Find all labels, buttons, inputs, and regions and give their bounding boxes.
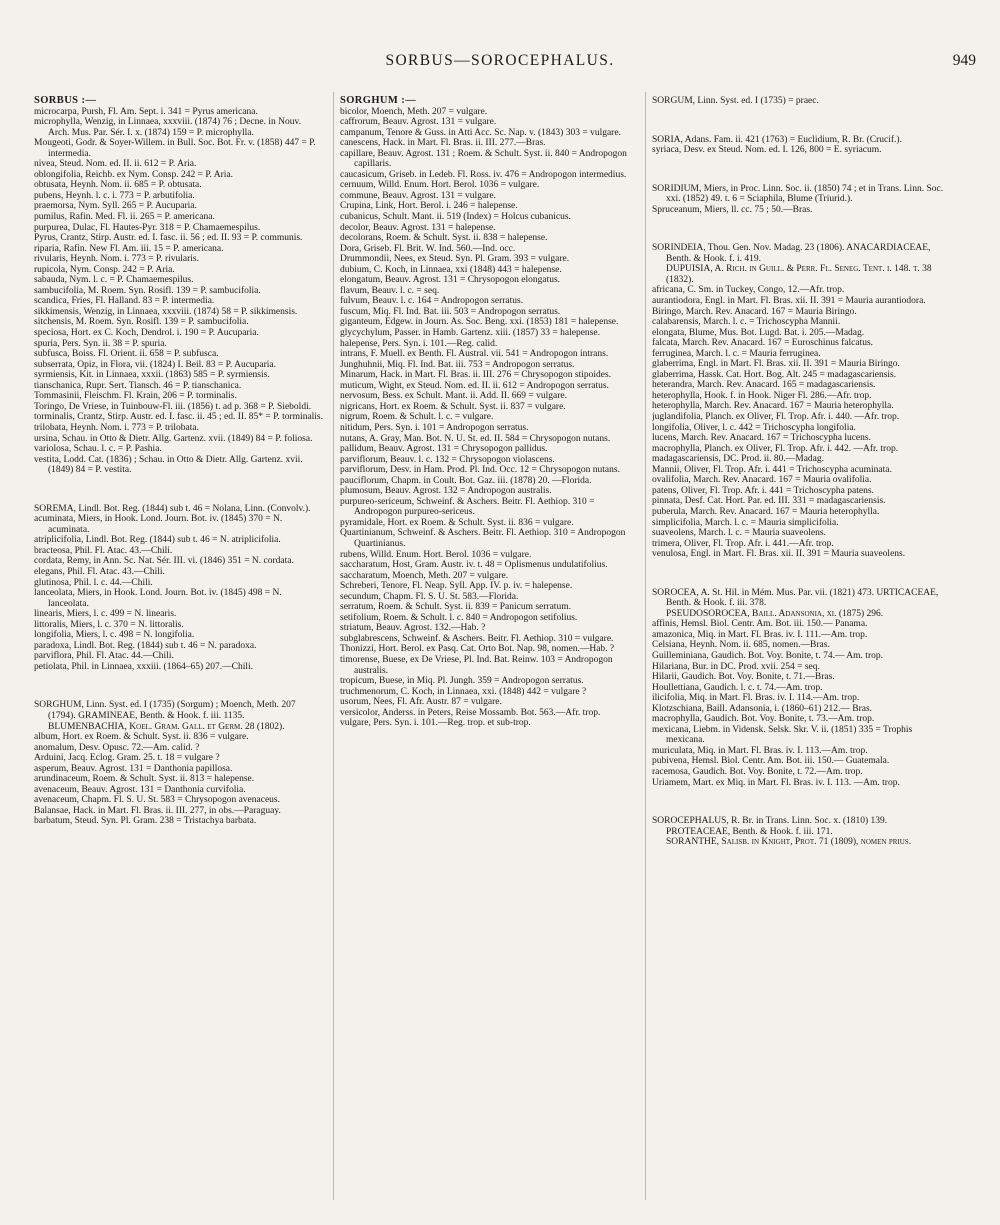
entry-line: SORIDIUM, Miers, in Proc. Linn. Soc. ii. (1850) 74 ; et in Trans. Linn. Soc. xxi. (1852) 49. t. 6 = Sciaphila, Blume (Triurid.). <box>652 183 944 205</box>
entry-line: heterophylla, March. Rev. Anacard. 167 = Mauria heterophylla. <box>652 401 894 412</box>
entry-line: avenaceum, Chapm. Fl. S. U. St. 583 = Chrysopogon avenaceus. <box>34 795 280 806</box>
entry-line: tropicum, Buese, in Miq. Pl. Jungh. 359 = Andropogon serratus. <box>340 676 584 687</box>
entry-line: sambucifolia, M. Roem. Syn. Rosifl. 139 = P. sambucifolia. <box>34 285 261 296</box>
entry-line: fuscum, Miq. Fl. Ind. Bat. iii. 503 = Andropogon serratus. <box>340 306 561 317</box>
entry-line: fulvum, Beauv. l. c. 164 = Andropogon serratus. <box>340 296 524 307</box>
entry-line: acuminata, Miers, in Hook. Lond. Journ. Bot. iv. (1845) 370 = N. acuminata. <box>34 514 283 535</box>
entry-line: torminalis, Crantz, Stirp. Austr. ed. I. fasc. ii. 45 ; ed. II. 85* = P. torminalis. <box>34 412 324 423</box>
entry-line: PSEUDOSOROCEA, Baill. Adansonia, xi. (1875) 296. <box>666 608 884 619</box>
entry-line: SOREMA, Lindl. Bot. Reg. (1844) sub t. 46 = Nolana, Linn. (Convolv.). <box>34 503 311 514</box>
entry-line: falcata, March. Rev. Anacard. 167 = Euroschinus falcatus. <box>652 338 874 349</box>
entry-line: nutans, A. Gray, Man. Bot. N. U. St. ed. II. 584 = Chrysopogon nutans. <box>340 433 611 444</box>
entry-line: africana, C. Sm. in Tuckey, Congo, 12.—Afr. trop. <box>652 285 845 296</box>
entry-line: lanceolata, Miers, in Hook. Lond. Journ. Bot. iv. (1845) 498 = N. lanceolata. <box>34 588 282 609</box>
entry-line: vulgare, Pers. Syn. i. 101.—Reg. trop. et sub-trop. <box>340 718 531 729</box>
column-divider-2 <box>645 92 646 1200</box>
column-middle <box>340 96 636 1206</box>
entry-line: riparia, Rafin. New Fl. Am. iii. 15 = P. americana. <box>34 243 224 254</box>
entry-line: arundinaceum, Roem. & Schult. Syst. ii. 813 = halepense. <box>34 774 255 785</box>
entry-line: macrophylla, Planch. ex Oliver, Fl. Trop. Afr. i. 442. —Afr. trop. <box>652 443 899 454</box>
entry-line: elegans, Phil. Fl. Atac. 43.—Chili. <box>34 566 165 577</box>
entry-line: ilicifolia, Miq. in Mart. Fl. Bras. iv. I. 114.—Am. trop. <box>652 693 860 704</box>
entry-line: speciosa, Hort. ex C. Koch, Dendrol. i. 190 = P. Aucuparia. <box>34 328 259 339</box>
entry-line: purpureo-sericeum, Schweinf. & Aschers. Beitr. Fl. Aethiop. 310 = Andropogon purpureo-sericeus. <box>340 496 595 518</box>
entry-line: Toringo, De Vriese, in Tuinbouw-Fl. iii. (1856) t. ad p. 368 = P. Sieboldi. <box>34 401 312 412</box>
entry-line: ovalifolia, March. Rev. Anacard. 167 = Mauria ovalifolia. <box>652 475 872 486</box>
entry-line: Houllettiana, Gaudich. l. c. t. 74.—Am. trop. <box>652 682 823 693</box>
entry-line: ursina, Schau. in Otto & Dietr. Allg. Gartenz. xvii. (1849) 84 = P. foliosa. <box>34 433 313 444</box>
entry-line: capillare, Beauv. Agrost. 131 ; Roem. & Schult. Syst. ii. 840 = Andropogon capillaris. <box>340 148 627 170</box>
entry-gap <box>652 569 952 578</box>
entry-line: Arduini, Jacq. Eclog. Gram. 25. t. 18 = vulgare ? <box>34 753 220 764</box>
entry-line: mexicana, Liebm. in Vidensk. Selsk. Skr. V. ii. (1851) 335 = Trophis mexicana. <box>652 724 913 746</box>
entry-line: simplicifolia, March. l. c. = Mauria simplicifolia. <box>652 517 839 528</box>
entry-line: microcarpa, Pursh, Fl. Am. Sept. i. 341 = Pyrus americana. <box>34 106 258 117</box>
entry-line: SOROCEPHALUS, R. Br. in Trans. Linn. Soc. x. (1810) 139. PROTEACEAE, Benth. & Hook. f. iii. 171. <box>652 816 888 837</box>
entry-line: atriplicifolia, Lindl. Bot. Reg. (1844) sub t. 46 = N. atriplicifolia. <box>34 535 281 546</box>
entry-line: madagascariensis, DC. Prod. ii. 80.—Madag. <box>652 454 825 465</box>
entry-line: truchmenorum, C. Koch, in Linnaea, xxi. (1848) 442 = vulgare ? <box>340 686 587 697</box>
entry-line: DUPUISIA, A. Rich. in Guill. & Perr. Fl. Seneg. Tent. i. 148. t. 38 (1832). <box>666 264 932 285</box>
genus-heading: SORGHUM :— <box>340 96 417 106</box>
entry-line: oblongifolia, Reichb. ex Nym. Consp. 242 = P. Aria. <box>34 169 234 180</box>
entry-line: spuria, Pers. Syn. ii. 38 = P. spuria. <box>34 338 167 349</box>
entry-line: scandica, Fries, Fl. Halland. 83 = P. intermedia. <box>34 296 215 307</box>
entry-line: obtusata, Heynh. Nom. ii. 685 = P. obtusata. <box>34 180 202 191</box>
entry-line: glaberrima, Engl. in Mart. Fl. Bras. xii. II. 391 = Mauria Biringo. <box>652 359 900 370</box>
entry-line: serratum, Roem. & Schult. Syst. ii. 839 = Panicum serratum. <box>340 602 571 613</box>
entry-line: SORGHUM, Linn. Syst. ed. I (1735) (Sorgum) ; Moench, Meth. 207 (1794). GRAMINEAE, Benth. & Hook. f. iii. 1135. <box>34 700 296 721</box>
entry-line: decolor, Beauv. Agrost. 131 = halepense. <box>340 222 496 233</box>
entry-line: Dora, Griseb. Fl. Brit. W. Ind. 560.—Ind. occ. <box>340 243 516 254</box>
entry-line: microphylla, Wenzig, in Linnaea, xxxviii. (1874) 76 ; Decne. in Nouv. Arch. Mus. Par. Sér. I. x. (1874) 159 = P. microphylla. <box>34 117 302 138</box>
entry-line: Junghuhnii, Miq. Fl. Ind. Bat. iii. 753 = Andropogon serratus. <box>340 359 575 370</box>
entry-gap <box>652 165 952 174</box>
entry-line: ferruginea, March. l. c. = Mauria ferruginea. <box>652 348 821 359</box>
entry-line: praemorsa, Nym. Syll. 265 = P. Aucuparia. <box>34 201 197 212</box>
column-right <box>652 96 952 1206</box>
entry-line: pauciflorum, Chapm. in Coult. Bot. Gaz. iii. (1878) 20. —Florida. <box>340 475 592 486</box>
entry-line: rivularis, Heynh. Nom. i. 773 = P. rivularis. <box>34 254 199 265</box>
column-divider-1 <box>333 92 334 1200</box>
entry-line: BLUMENBACHIA, Koel. Gram. Gall. et Germ. 28 (1802). <box>48 721 285 732</box>
entry-line: Crupina, Link, Hort. Berol. i. 246 = halepense. <box>340 201 518 212</box>
entry-line: campanum, Tenore & Guss. in Atti Acc. Sc. Nap. v. (1843) 303 = vulgare. <box>340 127 621 138</box>
entry-line: amazonica, Miq. in Mart. Fl. Bras. iv. I. 111.—Am. trop. <box>652 629 868 640</box>
entry-gap <box>652 225 952 234</box>
entry-line: sabauda, Nym. l. c. = P. Chamaemespilus. <box>34 275 194 286</box>
entry-line: secundum, Chapm. Fl. S. U. St. 583.—Florida. <box>340 591 519 602</box>
entry-line: striatum, Beauv. Agrost. 132.—Hab. ? <box>340 623 486 634</box>
entry-line: pubivena, Hemsl. Biol. Centr. Am. Bot. iii. 150.— Guatemala. <box>652 756 890 767</box>
entry-line: glaberrima, Hassk. Cat. Hort. Bog. Alt. 245 = madagascariensis. <box>652 369 897 380</box>
entry-line: purpurea, Dulac, Fl. Hautes-Pyr. 318 = P. Chamaemespilus. <box>34 222 261 233</box>
entry-line: asperum, Beauv. Agrost. 131 = Danthonia papillosa. <box>34 763 233 774</box>
entry-gap <box>652 116 952 125</box>
entry-line: SOROCEA, A. St. Hil. in Mém. Mus. Par. vii. (1821) 473. URTICACEAE, Benth. & Hook. f. iii. 378. <box>652 587 939 609</box>
entry-line: versicolor, Anderss. in Peters, Reise Mossamb. Bot. 563.—Afr. trop. <box>340 707 601 718</box>
entry-line: sikkimensis, Wenzig, in Linnaea, xxxviii. (1874) 58 = P. sikkimensis. <box>34 306 298 317</box>
genus-heading: SORBUS :— <box>34 96 97 106</box>
entry-line: littoralis, Miers, l. c. 370 = N. littoralis. <box>34 619 184 630</box>
entry-line: glycychylum, Passer. in Hamb. Gartenz. xiii. (1857) 33 = halepense. <box>340 328 600 339</box>
entry-line: linearis, Miers, l. c. 499 = N. linearis. <box>34 609 177 620</box>
entry-line: Mougeoti, Godr. & Soyer-Willem. in Bull. Soc. Bot. Fr. v. (1858) 447 = P. intermedia. <box>34 138 316 159</box>
entry-line: giganteum, Edgew. in Journ. As. Soc. Beng. xxi. (1853) 181 = halepense. <box>340 317 619 328</box>
entry-line: patens, Oliver, Fl. Trop. Afr. i. 441 = Trichoscypha patens. <box>652 485 874 496</box>
running-header <box>0 52 1000 74</box>
entry-line: longifolia, Oliver, l. c. 442 = Trichoscypha longifolia. <box>652 422 856 433</box>
entry-line: parviflorum, Desv. in Ham. Prod. Pl. Ind. Occ. 12 = Chrysopogon nutans. <box>340 465 620 476</box>
entry-line: affinis, Hemsl. Biol. Centr. Am. Bot. iii. 150.— Panama. <box>652 619 868 630</box>
entry-line: avenaceum, Beauv. Agrost. 131 = Danthonia curvifolia. <box>34 784 246 795</box>
entry-line: barbatum, Steud. Syn. Pl. Gram. 238 = Tristachya barbata. <box>34 816 257 827</box>
entry-line: setifolium, Roem. & Schult. l. c. 840 = Andropogon setifolius. <box>340 612 578 623</box>
entry-line: heterophylla, Hook. f. in Hook. Niger Fl. 286.—Afr. trop. <box>652 390 872 401</box>
entry-line: Klotzschiana, Baill. Adansonia, i. (1860–61) 212.— Bras. <box>652 703 873 714</box>
entry-line: bracteosa, Phil. Fl. Atac. 43.—Chili. <box>34 545 173 556</box>
entry-line: subserrata, Opiz, in Flora, vii. (1824) I. Beil. 83 = P. Aucuparia. <box>34 359 277 370</box>
entry-line: nivea, Steud. Nom. ed. II. ii. 612 = P. Aria. <box>34 159 197 170</box>
entry-line: juglandifolia, Planch. ex Oliver, Fl. Trop. Afr. i. 440. —Afr. trop. <box>652 412 900 423</box>
entry-line: parviflora, Phil. Fl. Atac. 44.—Chili. <box>34 651 174 662</box>
entry-line: variolosa, Schau. l. c. = P. Pashia. <box>34 444 162 455</box>
entry-line: SORINDEIA, Thou. Gen. Nov. Madag. 23 (1806). ANACARDIACEAE, Benth. & Hook. f. i. 419. <box>652 243 931 264</box>
entry-line: Thonizzi, Hort. Berol. ex Pasq. Cat. Orto Bot. Nap. 98, nomen.—Hab. ? <box>340 644 615 655</box>
entry-line: caffrorum, Beauv. Agrost. 131 = vulgare. <box>340 117 497 128</box>
entry-line: pinnata, Desf. Cat. Hort. Par. ed. III. 331 = madagascariensis. <box>652 496 886 507</box>
entry-line: commune, Beauv. Agrost. 131 = vulgare. <box>340 190 496 201</box>
entry-line: cubanicus, Schult. Mant. ii. 519 (Index) = Holcus cubanicus. <box>340 212 571 223</box>
entry-line: subglabrescens, Schweinf. & Aschers. Beitr. Fl. Aethiop. 310 = vulgare. <box>340 633 614 644</box>
entry-line: elongatum, Beauv. Agrost. 131 = Chrysopogon elongatus. <box>340 275 561 286</box>
entry-line: halepense, Pers. Syn. i. 101.—Reg. calid. <box>340 338 498 349</box>
entry-line: muriculata, Miq. in Mart. Fl. Bras. iv. I. 113.—Am. trop. <box>652 745 868 756</box>
entry-line: SORIA, Adans. Fam. ii. 421 (1763) = Euclidium, R. Br. (Crucif.). <box>652 134 902 145</box>
entry-line: Drummondii, Nees, ex Steud. Syn. Pl. Gram. 393 = vulgare. <box>340 254 570 265</box>
entry-line: syriaca, Desv. ex Steud. Nom. ed. I. 126, 800 = E. syriacum. <box>652 145 882 156</box>
entry-line: trimera, Oliver, Fl. Trop. Afr. i. 441.—Afr. trop. <box>652 538 834 549</box>
entry-line: Schreberi, Tenore, Fl. Neap. Syll. App. IV. p. iv. = halepense. <box>340 581 573 592</box>
entry-line: pallidum, Beauv. Agrost. 131 = Chrysopogon pallidus. <box>340 444 548 455</box>
entry-line: pyramidale, Hort. ex Roem. & Schult. Syst. ii. 836 = vulgare. <box>340 517 574 528</box>
entry-line: nigricans, Hort. ex Roem. & Schult. Syst. ii. 837 = vulgare. <box>340 401 566 412</box>
entry-line: cernuum, Willd. Enum. Hort. Berol. 1036 = vulgare. <box>340 180 540 191</box>
entry-line: Mannii, Oliver, Fl. Trop. Afr. i. 441 = Trichoscypha acuminata. <box>652 464 892 475</box>
entry-gap <box>652 798 952 807</box>
entry-line: Tommasinii, Fleischm. Fl. Krain, 206 = P. torminalis. <box>34 391 237 402</box>
entry-line: intrans, F. Muell. ex Benth. Fl. Austral. vii. 541 = Andropogon intrans. <box>340 349 609 360</box>
entry-line: subfusca, Boiss. Fl. Orient. ii. 658 = P. subfusca. <box>34 349 219 360</box>
entry-line: Biringo, March. Rev. Anacard. 167 = Mauria Biringo. <box>652 306 857 317</box>
entry-line: decolorans, Roem. & Schult. Syst. ii. 838 = halepense. <box>340 233 548 244</box>
entry-line: bicolor, Moench, Meth. 207 = vulgare. <box>340 106 488 117</box>
entry-line: anomalum, Desv. Opusc. 72.—Am. calid. ? <box>34 742 200 753</box>
entry-line: canescens, Hack. in Mart. Fl. Bras. ii. III. 277.—Bras. <box>340 138 546 149</box>
entry-line: saccharatum, Host, Gram. Austr. iv. t. 48 = Oplismenus undulatifolius. <box>340 560 608 571</box>
entry-line: heterandra, March. Rev. Anacard. 165 = madagascariensis. <box>652 380 876 391</box>
column-left <box>34 96 324 1206</box>
entry-line: saccharatum, Moench, Meth. 207 = vulgare. <box>340 570 509 581</box>
entry-line: Balansae, Hack. in Mart. Fl. Bras. ii. III. 277, in obs.—Paraguay. <box>34 805 281 816</box>
entry-line: timorense, Buese, ex De Vriese, Pl. Ind. Bat. Reinw. 103 = Andropogon australis. <box>340 654 613 676</box>
entry-line: Guilleminiana, Gaudich. Bot. Voy. Bonite, t. 74.— Am. trop. <box>652 650 883 661</box>
entry-line: Celsiana, Heynh. Nom. ii. 685, nomen.—Bras. <box>652 640 830 651</box>
entry-line: syrmiensis, Kit. in Linnaea, xxxii. (1863) 585 = P. syrmiensis. <box>34 370 270 381</box>
entry-line: rupicola, Nym. Consp. 242 = P. Aria. <box>34 264 175 275</box>
entry-line: nervosum, Bess. ex Schult. Mant. ii. Add. II. 669 = vulgare. <box>340 391 567 402</box>
entry-line: flavum, Beauv. l. c. = seq. <box>340 285 440 296</box>
entry-line: nitidum, Pers. Syn. i. 101 = Andropogon serratus. <box>340 422 529 433</box>
entry-line: parviflorum, Beauv. l. c. 132 = Chrysopogon violascens. <box>340 454 555 465</box>
entry-line: SORGUM, Linn. Syst. ed. I (1735) = praec. <box>652 96 819 106</box>
entry-line: sitchensis, M. Roem. Syn. Rosifl. 139 = P. sambucifolia. <box>34 317 249 328</box>
entry-line: plumosum, Beauv. Agrost. 132 = Andropogon australis. <box>340 486 552 497</box>
page-number: 949 <box>952 52 976 69</box>
entry-line: tianschanica, Rupr. Sert. Tiansch. 46 = P. tianschanica. <box>34 380 242 391</box>
entry-line: elongata, Blume, Mus. Bot. Lugd. Bat. i. 205.—Madag. <box>652 327 865 338</box>
entry-line: racemosa, Gaudich. Bot. Voy. Bonite, t. 72.—Am. trop. <box>652 766 863 777</box>
entry-line: vestita, Lodd. Cat. (1836) ; Schau. in Otto & Dietr. Allg. Gartenz. xvii. (1849) 84 = P. vestita. <box>34 454 303 476</box>
entry-line: macrophylla, Gaudich. Bot. Voy. Bonite, t. 73.—Am. trop. <box>652 714 875 725</box>
entry-line: Quartinianum, Schweinf. & Aschers. Beitr. Fl. Aethiop. 310 = Andropogon Quartinianus. <box>340 528 626 549</box>
entry-line: cordata, Remy, in Ann. Sc. Nat. Sér. III. vi. (1846) 351 = N. cordata. <box>34 556 294 567</box>
entry-line: calabarensis, March. l. c. = Trichoscypha Mannii. <box>652 317 841 328</box>
entry-line: rubens, Willd. Enum. Hort. Berol. 1036 = vulgare. <box>340 549 532 560</box>
entry-line: Spruceanum, Miers, ll. cc. 75 ; 50.—Bras. <box>652 204 813 215</box>
entry-line: paradoxa, Lindl. Bot. Reg. (1844) sub t. 46 = N. paradoxa. <box>34 640 257 651</box>
entry-line: Uriamem, Mart. ex Miq. in Mart. Fl. Bras. iv. I. 113. —Am. trop. <box>652 777 900 788</box>
entry-line: glutinosa, Phil. l. c. 44.—Chili. <box>34 577 153 588</box>
entry-line: Hilarii, Gaudich. Bot. Voy. Bonite, t. 71.—Bras. <box>652 672 835 683</box>
entry-line: nigrum, Roem. & Schult. l. c. = vulgare. <box>340 412 494 423</box>
entry-line: lucens, March. Rev. Anacard. 167 = Trichoscypha lucens. <box>652 433 871 444</box>
entry-line: dubium, C. Koch, in Linnaea, xxi (1848) 443 = halepense. <box>340 264 562 275</box>
entry-line: longifolia, Miers, l. c. 498 = N. longifolia. <box>34 630 195 641</box>
entry-line: caucasicum, Griseb. in Ledeb. Fl. Ross. iv. 476 = Andropogon intermedius. <box>340 169 627 180</box>
entry-line: pubens, Heynh. l. c. i. 773 = P. arbutifolia. <box>34 190 195 201</box>
entry-line: Minarum, Hack. in Mart. Fl. Bras. ii. III. 276 = Chrysopogon stipoides. <box>340 370 612 381</box>
entry-line: trilobata, Heynh. Nom. i. 773 = P. trilobata. <box>34 422 199 433</box>
entry-line: suaveolens, March. l. c. = Mauria suaveolens. <box>652 528 826 539</box>
entry-gap <box>34 682 324 691</box>
entry-line: SORANTHE, Salisb. in Knight, Prot. 71 (1809), nomen prius. <box>666 837 912 848</box>
entry-line: pumilus, Rafin. Med. Fl. ii. 265 = P. americana. <box>34 212 215 223</box>
entry-line: Hilariana, Bur. in DC. Prod. xvii. 254 = seq. <box>652 661 820 672</box>
entry-line: muticum, Wight, ex Steud. Nom. ed. II. ii. 612 = Andropogon serratus. <box>340 380 609 391</box>
entry-line: album, Hort. ex Roem. & Schult. Syst. ii. 836 = vulgare. <box>34 732 249 743</box>
entry-line: petiolata, Phil. in Linnaea, xxxiii. (1864–65) 207.—Chili. <box>34 661 254 672</box>
entry-line: puberula, March. Rev. Anacard. 167 = Mauria heterophylla. <box>652 506 880 517</box>
entry-line: Pyrus, Crantz, Stirp. Austr. ed. I. fasc. ii. 56 ; ed. II. 93 = P. communis. <box>34 233 303 244</box>
entry-gap <box>34 485 324 494</box>
entry-line: aurantiodora, Engl. in Mart. Fl. Bras. xii. II. 391 = Mauria aurantiodora. <box>652 296 926 307</box>
running-title: SORBUS—SOROCEPHALUS. <box>385 52 615 69</box>
entry-line: usorum, Nees, Fl. Afr. Austr. 87 = vulgare. <box>340 697 502 708</box>
entry-line: venulosa, Engl. in Mart. Fl. Bras. xii. II. 391 = Mauria suaveolens. <box>652 549 906 560</box>
